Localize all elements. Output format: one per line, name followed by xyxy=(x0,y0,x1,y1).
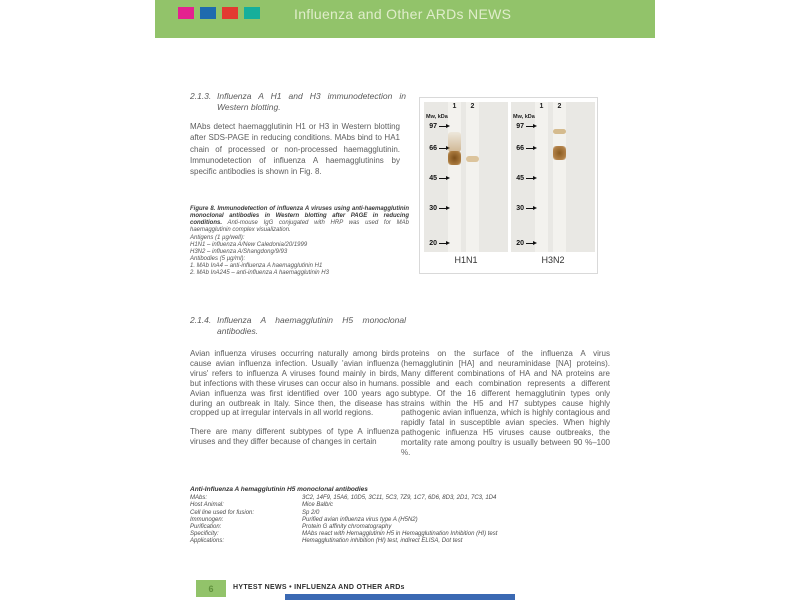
section-number: 2.1.4. xyxy=(190,315,212,325)
mw-scale-label: Mw, kDa xyxy=(513,114,535,120)
table-row xyxy=(190,524,610,531)
brand-squares xyxy=(178,7,260,19)
section-2-1-3-body: MAbs detect haemagglutinin H1 or H3 in Western blotting after SDS-PAGE in reducing conditions. MAbs bind to HA1 chain of processed or non-processed haemagglutinin. Immunodetection of influenza A haemagglutinins by specific antibodies is shown in Fig. 8. xyxy=(190,122,400,177)
mw-marker-66: 66 xyxy=(512,145,533,152)
row-label: Cell line used for fusion: xyxy=(190,509,255,516)
mw-marker-30: 30 xyxy=(425,205,446,212)
mw-marker-30: 30 xyxy=(512,205,533,212)
brand-square-teal xyxy=(244,7,260,19)
row-value: Mice Balb/c xyxy=(302,502,334,509)
antigen-line-2: H3N2 – influenza A/Shangdong/9/93 xyxy=(190,249,288,255)
lane-1-label: 1 xyxy=(539,103,544,110)
lane-2-label: 2 xyxy=(557,103,562,110)
newsletter-header xyxy=(155,0,655,38)
marker-arrow-icon xyxy=(439,243,446,244)
row-value: Purified avian influenza virus type A (H5N2) xyxy=(302,516,418,523)
blot-band-faint xyxy=(553,129,566,134)
mw-marker-66: 66 xyxy=(425,145,446,152)
column-left xyxy=(190,349,399,456)
marker-arrow-icon xyxy=(526,243,533,244)
mw-marker-20: 20 xyxy=(512,240,533,247)
section-title: Influenza A haemagglutinin H5 monoclonal antibodies. xyxy=(217,315,406,336)
mw-marker-45: 45 xyxy=(425,175,446,182)
table-row xyxy=(190,502,610,509)
mw-scale-label: Mw, kDa xyxy=(426,114,448,120)
antibody-line-1: 1. MAb InA4 – anti-influenza A haemagglutinin H1 xyxy=(190,263,323,269)
brand-square-blue xyxy=(200,7,216,19)
western-blot-figure xyxy=(419,97,598,274)
blot-lane-2 xyxy=(466,102,479,252)
right-paragraph-1: proteins on the surface of the influenza A virus (hemagglutinin [HA] and neuraminidase [NA] proteins). Many different combinations of HA and NA proteins are possible and each combination represents a different subtype. Of the 16 different hemagglutinin types only strains within the H5 and H7 subtypes cause highly pathogenic avian influenza, which is highly contagious and rapidly fatal in susceptible avian species. When highly pathogenic influenza H5 viruses cause outbreaks, the mortality rate among poultry is usually between 90 %–100 %. xyxy=(401,349,610,458)
brand-square-magenta xyxy=(178,7,194,19)
section-title: Influenza A H1 and H3 immunodetection in Western blotting. xyxy=(217,91,406,112)
table-row xyxy=(190,517,610,524)
marker-arrow-icon xyxy=(526,148,533,149)
mw-marker-45: 45 xyxy=(512,175,533,182)
marker-arrow-icon xyxy=(439,126,446,127)
blot-panel-h1n1 xyxy=(424,102,508,252)
antibody-line-2: 2. MAb InA245 – anti-influenza A haemagglutinin H3 xyxy=(190,270,329,276)
marker-arrow-icon xyxy=(526,178,533,179)
mw-marker-97: 97 xyxy=(425,123,446,130)
blot-band-strong xyxy=(553,146,566,160)
row-label: Immunogen: xyxy=(190,516,224,523)
figure-caption-normal: Anti-mouse IgG conjugated with HRP was used for MAb haemagglutinin complex visualization. xyxy=(190,220,409,233)
mab-table xyxy=(190,486,610,546)
mw-marker-20: 20 xyxy=(425,240,446,247)
left-paragraph-2: There are many different subtypes of type A influenza viruses and they differ because of changes in certain xyxy=(190,427,399,447)
row-value: Hemagglutination inhibition (HI) test, indirect ELISA, Dot test xyxy=(302,538,463,545)
figure-8-caption xyxy=(190,206,409,277)
row-label: MAbs: xyxy=(190,495,208,502)
row-value: Sp 2/0 xyxy=(302,509,320,516)
left-paragraph-1: Avian influenza viruses occurring naturally among birds cause avian influenza infection. Usually 'avian influenza virus' refers to influenza A viruses found mainly in birds, but infections with these viruses can occur also in humans. Avian influenza was first identified over 100 years ago during an outbreak in Italy. Since then, the disease has cropped up at irregular intervals in all world regions. xyxy=(190,349,399,418)
row-label: Purification: xyxy=(190,524,222,531)
figure-caption-bold: Figure 8. Immunodetection of influenza A viruses using anti-haemagglutinin monoclonal antibodies in Western blotting after PAGE in reducing conditions. xyxy=(190,206,409,226)
blot-band-faint xyxy=(466,156,479,162)
mw-marker-97: 97 xyxy=(512,123,533,130)
blot-lane-2 xyxy=(553,102,566,252)
section-2-1-4-heading xyxy=(190,315,406,337)
page-number-badge: 6 xyxy=(196,580,226,597)
section-2-1-3-heading xyxy=(190,91,406,113)
row-label: Host Animal: xyxy=(190,502,224,509)
bottom-blue-bar xyxy=(285,594,515,600)
row-value: Protein G affinity chromatography xyxy=(302,524,392,531)
brand-square-red xyxy=(222,7,238,19)
lane-2-label: 2 xyxy=(470,103,475,110)
table-row xyxy=(190,538,610,545)
marker-arrow-icon xyxy=(439,178,446,179)
blot-band-strong xyxy=(448,151,461,165)
antigens-heading: Antigens (1 µg/well): xyxy=(190,235,245,241)
marker-arrow-icon xyxy=(439,208,446,209)
column-right xyxy=(401,349,610,467)
lane-1-label: 1 xyxy=(452,103,457,110)
antibodies-heading: Antibodies (5 µg/ml): xyxy=(190,256,246,262)
figure-caption-paragraph xyxy=(190,206,409,234)
panel-label-h1n1: H1N1 xyxy=(454,255,478,265)
marker-arrow-icon xyxy=(526,126,533,127)
table-row xyxy=(190,531,610,538)
table-row xyxy=(190,495,610,502)
antigen-line-1: H1N1 – influenza A/New Caledonia/20/1999 xyxy=(190,242,308,248)
row-label: Specificity: xyxy=(190,531,219,538)
row-value: 3C2, 14F9, 15A6, 10D5, 3C11, 5C3, 7Z9, 1C7, 6D6, 8D3, 2D1, 7C3, 1D4 xyxy=(302,495,497,502)
marker-arrow-icon xyxy=(439,148,446,149)
panel-label-h3n2: H3N2 xyxy=(541,255,565,265)
footer-text: HYTEST NEWS • INFLUENZA AND OTHER ARDs xyxy=(233,584,405,591)
marker-arrow-icon xyxy=(526,208,533,209)
row-value: MAbs react with Hemagglutinin H5 in Hemagglutination Inhibition (HI) test xyxy=(302,531,498,538)
table-row xyxy=(190,510,610,517)
newsletter-title: Influenza and Other ARDs NEWS xyxy=(294,6,512,22)
blot-band-smear xyxy=(448,132,461,152)
table-title: Anti-Influenza A hemagglutinin H5 monoclonal antibodies xyxy=(190,486,368,493)
row-label: Applications: xyxy=(190,538,225,545)
section-number: 2.1.3. xyxy=(190,91,212,101)
blot-panel-h3n2 xyxy=(511,102,595,252)
